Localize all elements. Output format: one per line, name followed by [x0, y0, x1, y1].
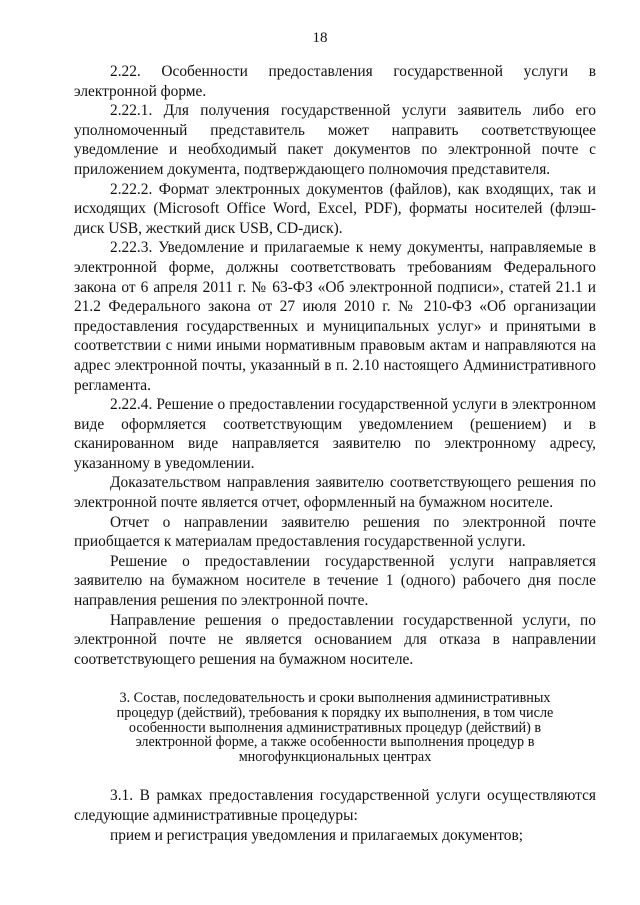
paragraph-2-22: 2.22. Особенности предоставления государственной услуги в электронной форме. — [74, 63, 596, 100]
document-body — [74, 62, 596, 845]
paragraph-2-22-2: 2.22.2. Формат электронных документов (файлов), как входящих, так и исходящих (Microsoft Office Word, Excel, PDF), форматы носителей (флэш-диск USB, жесткий диск USB, CD-диск). — [74, 180, 596, 237]
paragraph-paper-decision: Решение о предоставлении государственной услуги направляется заявителю на бумажном носителе в течение 1 (одного) рабочего дня после направления решения по электронной почте. — [74, 552, 596, 610]
paragraph-2-22-3: 2.22.3. Уведомление и прилагаемые к нему документы, направляемые в электронной форме, должны соответствовать требованиям Федерального закона от 6 апреля 2011 г. № 63-ФЗ «Об электронной подписи», статей 21.1 и 21.2 Федерального закона от 27 июля 2010 г. № 210-ФЗ «Об организации предоставления государственных и муниципальных услуг» и принятыми в соответствии с ними иными нормативным правовым актам и направляются на адрес электронной почты, указанный в п. 2.10 настоящего Административного регламента. — [74, 239, 596, 394]
page-number: 18 — [312, 30, 328, 46]
paragraph-3-1: 3.1. В рамках предоставления государственной услуги осуществляются следующие административные процедуры: — [74, 787, 596, 824]
paragraph-2-22-1: 2.22.1. Для получения государственной услуги заявитель либо его уполномоченный представитель может направить соответствующее уведомление и необходимый пакет документов по электронной почте с приложением документа, подтверждающего полномочия представителя. — [74, 102, 596, 178]
list-item-reception: прием и регистрация уведомления и прилагаемых документов; — [110, 826, 524, 844]
paragraph-2-22-4: 2.22.4. Решение о предоставлении государственной услуги в электронном виде оформляется соответствующим уведомлением (решением) и в сканированном виде направляется заявителю по электронному адресу, указанному в уведомлении. — [74, 396, 596, 472]
paragraph-email-not-grounds: Направление решения о предоставлении государственной услуги, по электронной почте не является основанием для отказа в направлении соответствующего решения на бумажном носителе. — [74, 611, 596, 668]
section-3-heading: 3. Состав, последовательность и сроки выполнения административных процедур (действий), требования к порядку их выполнения, в том числе особенности выполнения административных процедур (действий) в электронной форме, а также особенности выполнения процедур в многофункциональных центрах — [116, 690, 554, 765]
paragraph-report: Отчет о направлении заявителю решения по электронной почте приобщается к материалам предоставления государственной услуги. — [74, 513, 596, 551]
paragraph-proof-of-sending: Доказательством направления заявителю соответствующего решения по электронной почте является отчет, оформленный на бумажном носителе. — [74, 474, 596, 512]
